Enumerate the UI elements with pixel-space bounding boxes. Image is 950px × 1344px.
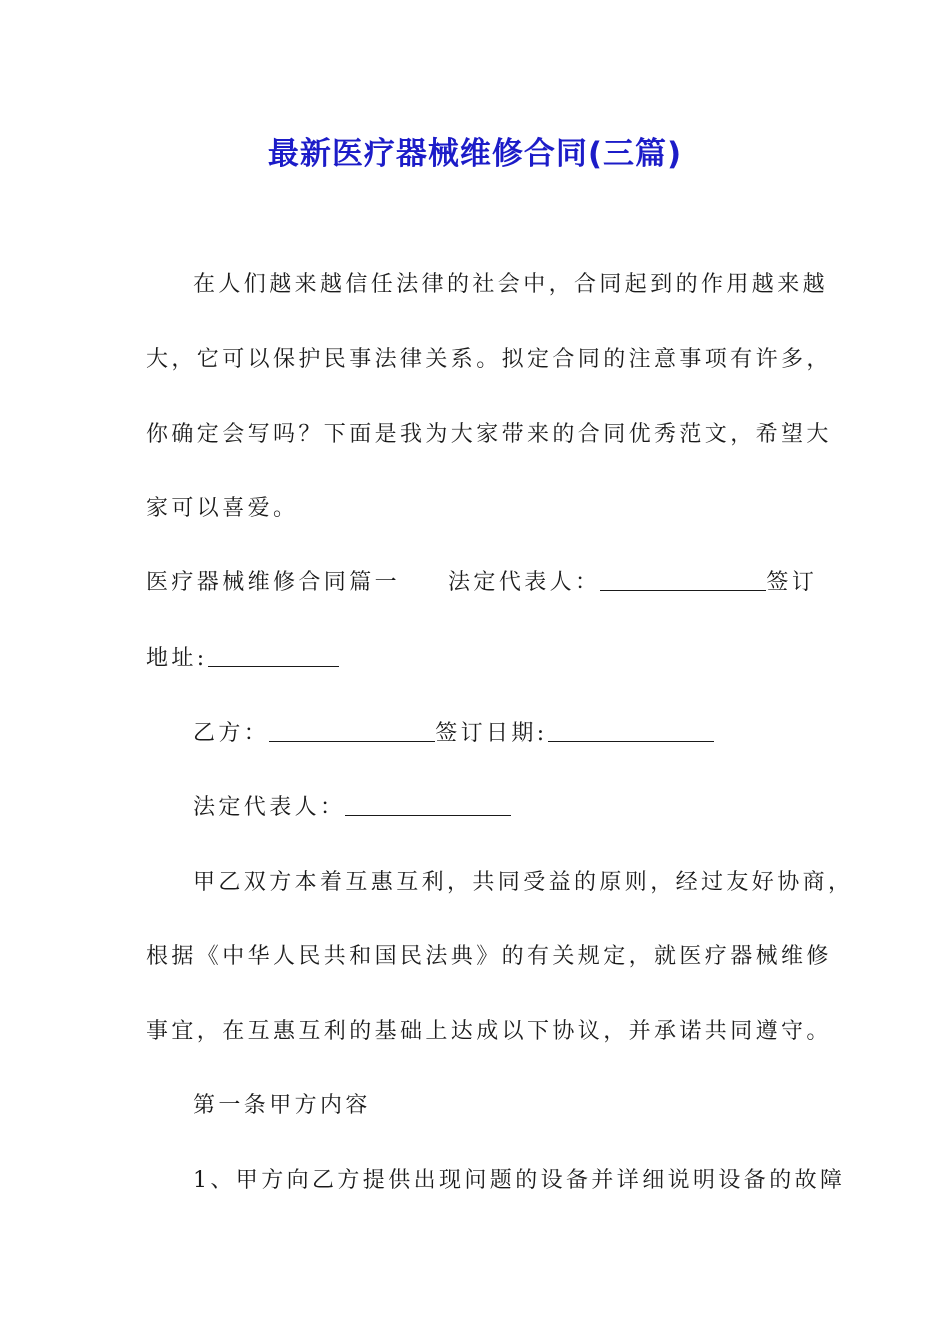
legal-rep-label: 法定代表人： bbox=[448, 570, 601, 595]
form-line-party-b bbox=[193, 719, 873, 749]
item-1-line-1: 1、甲方向乙方提供出现问题的设备并详细说明设备的故障 bbox=[193, 1168, 846, 1193]
body-para1-line-3: 事宜，在互惠互利的基础上达成以下协议，并承诺共同遵守。 bbox=[146, 1019, 832, 1044]
sign-date-label: 签订日期: bbox=[435, 721, 548, 746]
intro-line-2: 大，它可以保护民事法律关系。拟定合同的注意事项有许多， bbox=[146, 347, 832, 372]
intro-line-1: 在人们越来越信任法律的社会中，合同起到的作用越来越 bbox=[193, 272, 829, 297]
party-b-label: 乙方： bbox=[193, 721, 270, 746]
body-para1-line-1: 甲乙双方本着互惠互利，共同受益的原则，经过友好协商， bbox=[193, 870, 854, 895]
form-line-address bbox=[146, 644, 826, 674]
intro-line-3: 你确定会写吗？下面是我为大家带来的合同优秀范文，希望大 bbox=[146, 422, 832, 447]
intro-line-4: 家可以喜爱。 bbox=[146, 496, 299, 521]
legal-rep-label-2: 法定代表人： bbox=[193, 795, 346, 820]
legal-rep-blank[interactable] bbox=[600, 570, 766, 591]
legal-rep-blank-2[interactable] bbox=[345, 795, 511, 816]
body-para1-line-2: 根据《中华人民共和国民法典》的有关规定，就医疗器械维修 bbox=[146, 944, 832, 969]
section-heading: 医疗器械维修合同篇一 bbox=[146, 570, 401, 595]
sign-date-blank[interactable] bbox=[548, 721, 714, 742]
form-line-legal-rep bbox=[193, 793, 873, 823]
party-b-blank[interactable] bbox=[269, 721, 435, 742]
address-blank[interactable] bbox=[208, 646, 339, 667]
form-line-heading bbox=[146, 568, 826, 598]
article-1-heading: 第一条甲方内容 bbox=[193, 1093, 371, 1118]
address-label: 地址: bbox=[146, 646, 208, 671]
sign-suffix: 签订 bbox=[766, 570, 818, 595]
document-title: 最新医疗器械维修合同(三篇) bbox=[267, 136, 683, 172]
